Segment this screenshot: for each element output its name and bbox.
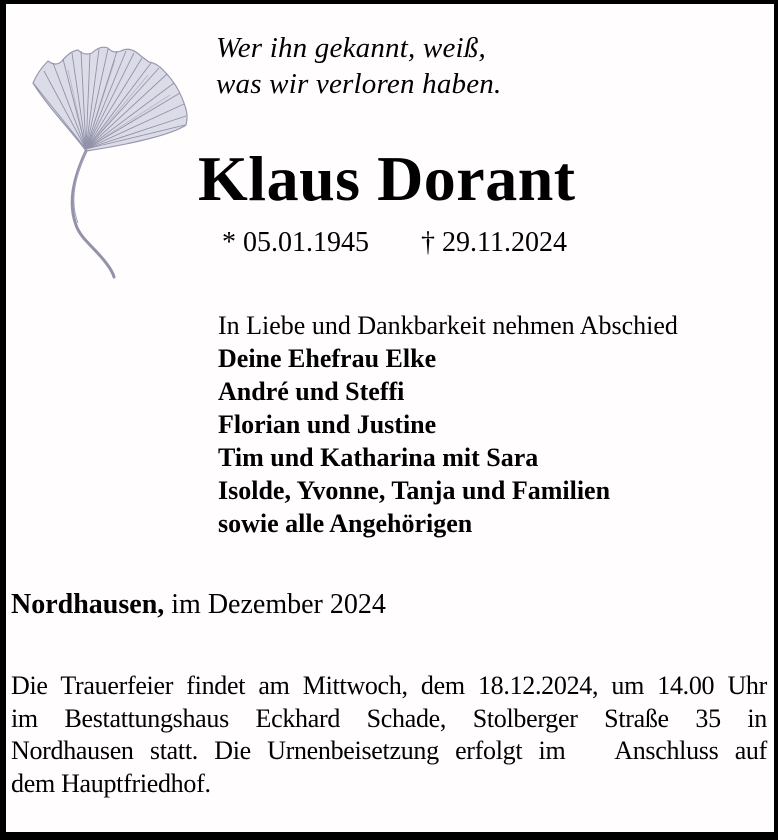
life-dates [222,226,567,260]
memorial-quote-line2: was wir verloren haben. [216,68,502,100]
memorial-quote [216,30,501,102]
month-year: im Dezember 2024 [171,589,386,620]
place-date-line [11,588,386,622]
deceased-name: Klaus Dorant [198,143,576,214]
ginkgo-leaf-icon [20,40,198,290]
death-date: † 29.11.2024 [421,227,567,258]
place-name: Nordhausen, [11,589,165,620]
birth-date: * 05.01.1945 [222,227,369,258]
funeral-info-line: Die Trauerfeier findet am Mittwoch, dem 18.12.2024, um 14.00 Uhr [11,671,767,700]
mourner-line: Florian und Justine [218,410,437,439]
memorial-quote-line1: Wer ihn gekannt, weiß, [216,32,486,64]
funeral-info-line: dem Hauptfriedhof. [11,768,211,798]
mourner-line: Isolde, Yvonne, Tanja und Familien [218,476,611,505]
mourner-line: Tim und Katharina mit Sara [218,443,539,472]
mourner-line: sowie alle Angehörigen [218,509,473,538]
mourner-line: Deine Ehefrau Elke [218,344,437,373]
funeral-info-line: Nordhausen statt. Die Urnenbeisetzung erfolgt im Anschluss auf [11,736,767,765]
mourner-line: André und Steffi [218,377,405,406]
farewell-block [218,309,678,540]
farewell-intro: In Liebe und Dankbarkeit nehmen Abschied [218,311,678,340]
funeral-info [11,670,767,800]
funeral-info-line: im Bestattungshaus Eckhard Schade, Stolberger Straße 35 in [11,703,767,733]
